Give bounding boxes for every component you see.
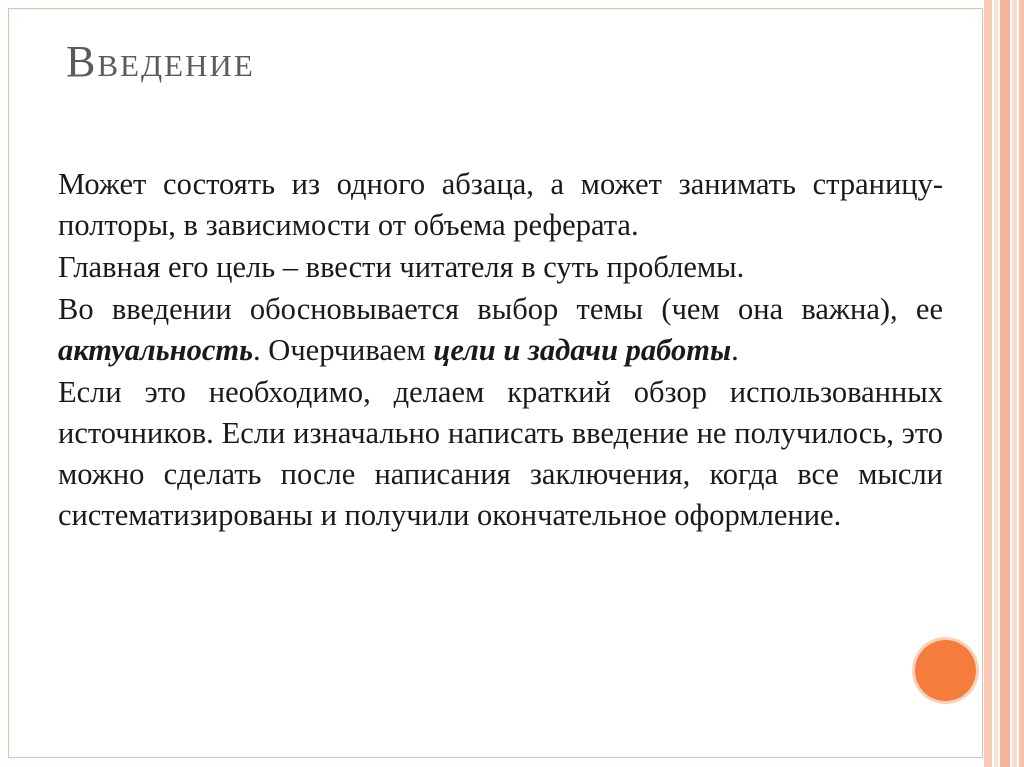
- decor-stripe: [984, 0, 992, 767]
- paragraph-3-text-b: . Очерчиваем: [253, 333, 434, 367]
- decor-stripe: [1012, 0, 1017, 767]
- decor-stripe: [1000, 0, 1010, 767]
- slide-body: [58, 164, 943, 537]
- slide-title: Введение: [66, 37, 255, 86]
- paragraph-3-text-c: .: [731, 333, 739, 367]
- emphasis-goals: цели и задачи работы: [433, 333, 732, 367]
- decor-stripe: [994, 0, 998, 767]
- paragraph-3: [58, 289, 943, 371]
- paragraph-4: Если это необходимо, делаем краткий обзор использованных источников. Если изначально написать введение не получилось, это можно сделать после написания заключения, когда все мысли систематизированы и получили окончательное оформление.: [58, 375, 943, 532]
- paragraph-2: Главная его цель – ввести читателя в суть проблемы.: [58, 250, 745, 284]
- decor-stripe: [1019, 0, 1024, 767]
- paragraph-1: Может состоять из одного абзаца, а может занимать страницу-полторы, в зависимости от объема реферата.: [58, 167, 943, 242]
- accent-circle: [915, 640, 976, 701]
- emphasis-relevance: актуальность: [58, 333, 254, 367]
- paragraph-3-text-a: Во введении обосновывается выбор темы (чем она важна), ее: [58, 292, 943, 326]
